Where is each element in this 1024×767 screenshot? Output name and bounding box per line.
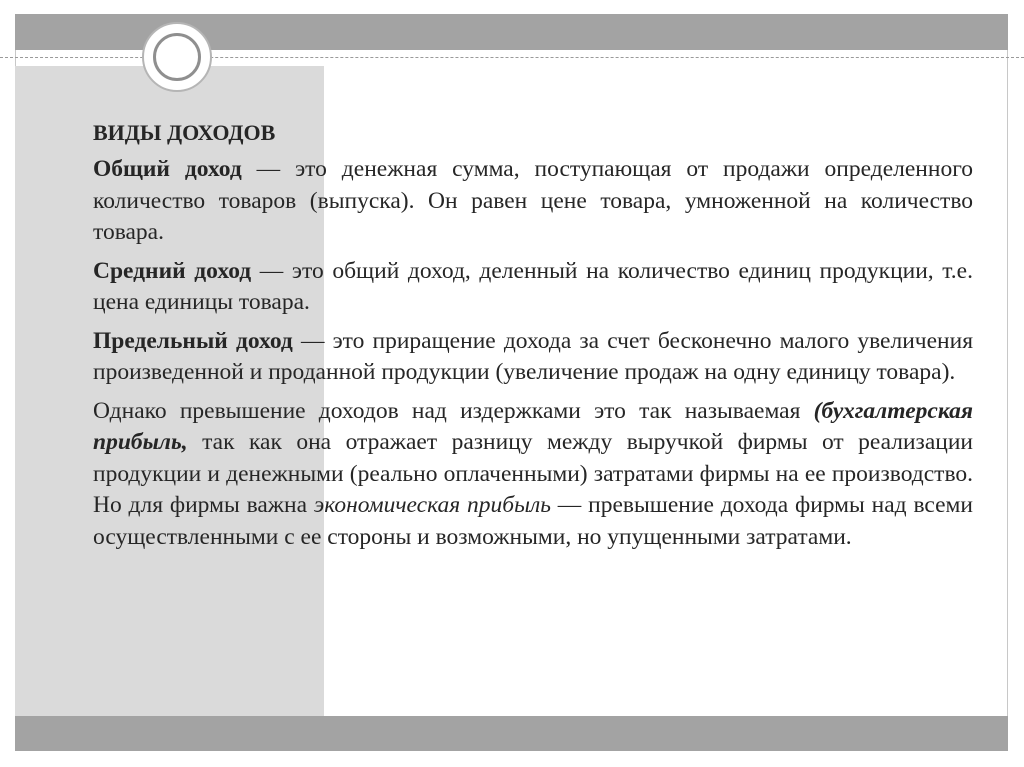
slide-title: ВИДЫ ДОХОДОВ <box>93 120 276 145</box>
paragraph-marginal-revenue <box>93 326 973 389</box>
bottom-bar <box>15 716 1008 751</box>
term-average-revenue: Средний доход <box>93 257 252 284</box>
paragraph-profit <box>93 396 973 554</box>
circle-ornament-icon <box>142 22 212 92</box>
paragraph-average-revenue <box>93 256 973 319</box>
definition-average-revenue: — это общий доход, деленный на количество единиц продукции, т.е. цена единицы товара. <box>93 257 973 315</box>
term-economic-profit: экономическая прибыль <box>313 492 551 518</box>
profit-text-part3: — превышение дохода фирмы над всеми осуществленными с ее стороны и возможными, но упущенными затратами. <box>93 492 974 550</box>
profit-text-part1: Однако превышение доходов над издержками это так называемая <box>93 397 814 424</box>
definition-marginal-revenue: — это приращение дохода за счет бесконечно малого увеличения произведенной и проданной продукции (увеличение продаж на одну единицу товара). <box>93 327 973 385</box>
profit-text-part2: так как она отражает разницу между выручкой фирмы от реализации продукции и денежными (реально оплаченными) затратами фирмы на ее производство. Но для фирмы важна <box>93 429 973 518</box>
term-marginal-revenue: Предельный доход <box>93 327 293 354</box>
ring-icon <box>153 33 201 81</box>
term-total-revenue: Общий доход <box>93 156 242 182</box>
term-accounting-profit: (бухгалтерская прибыль, <box>93 397 973 455</box>
slide-content <box>93 118 973 560</box>
definition-total-revenue: — это денежная сумма, поступающая от продажи определенного количество товаров (выпуска). Он равен цене товара, умноженной на количество товара. <box>93 156 973 245</box>
paragraph-total-revenue <box>93 154 973 249</box>
